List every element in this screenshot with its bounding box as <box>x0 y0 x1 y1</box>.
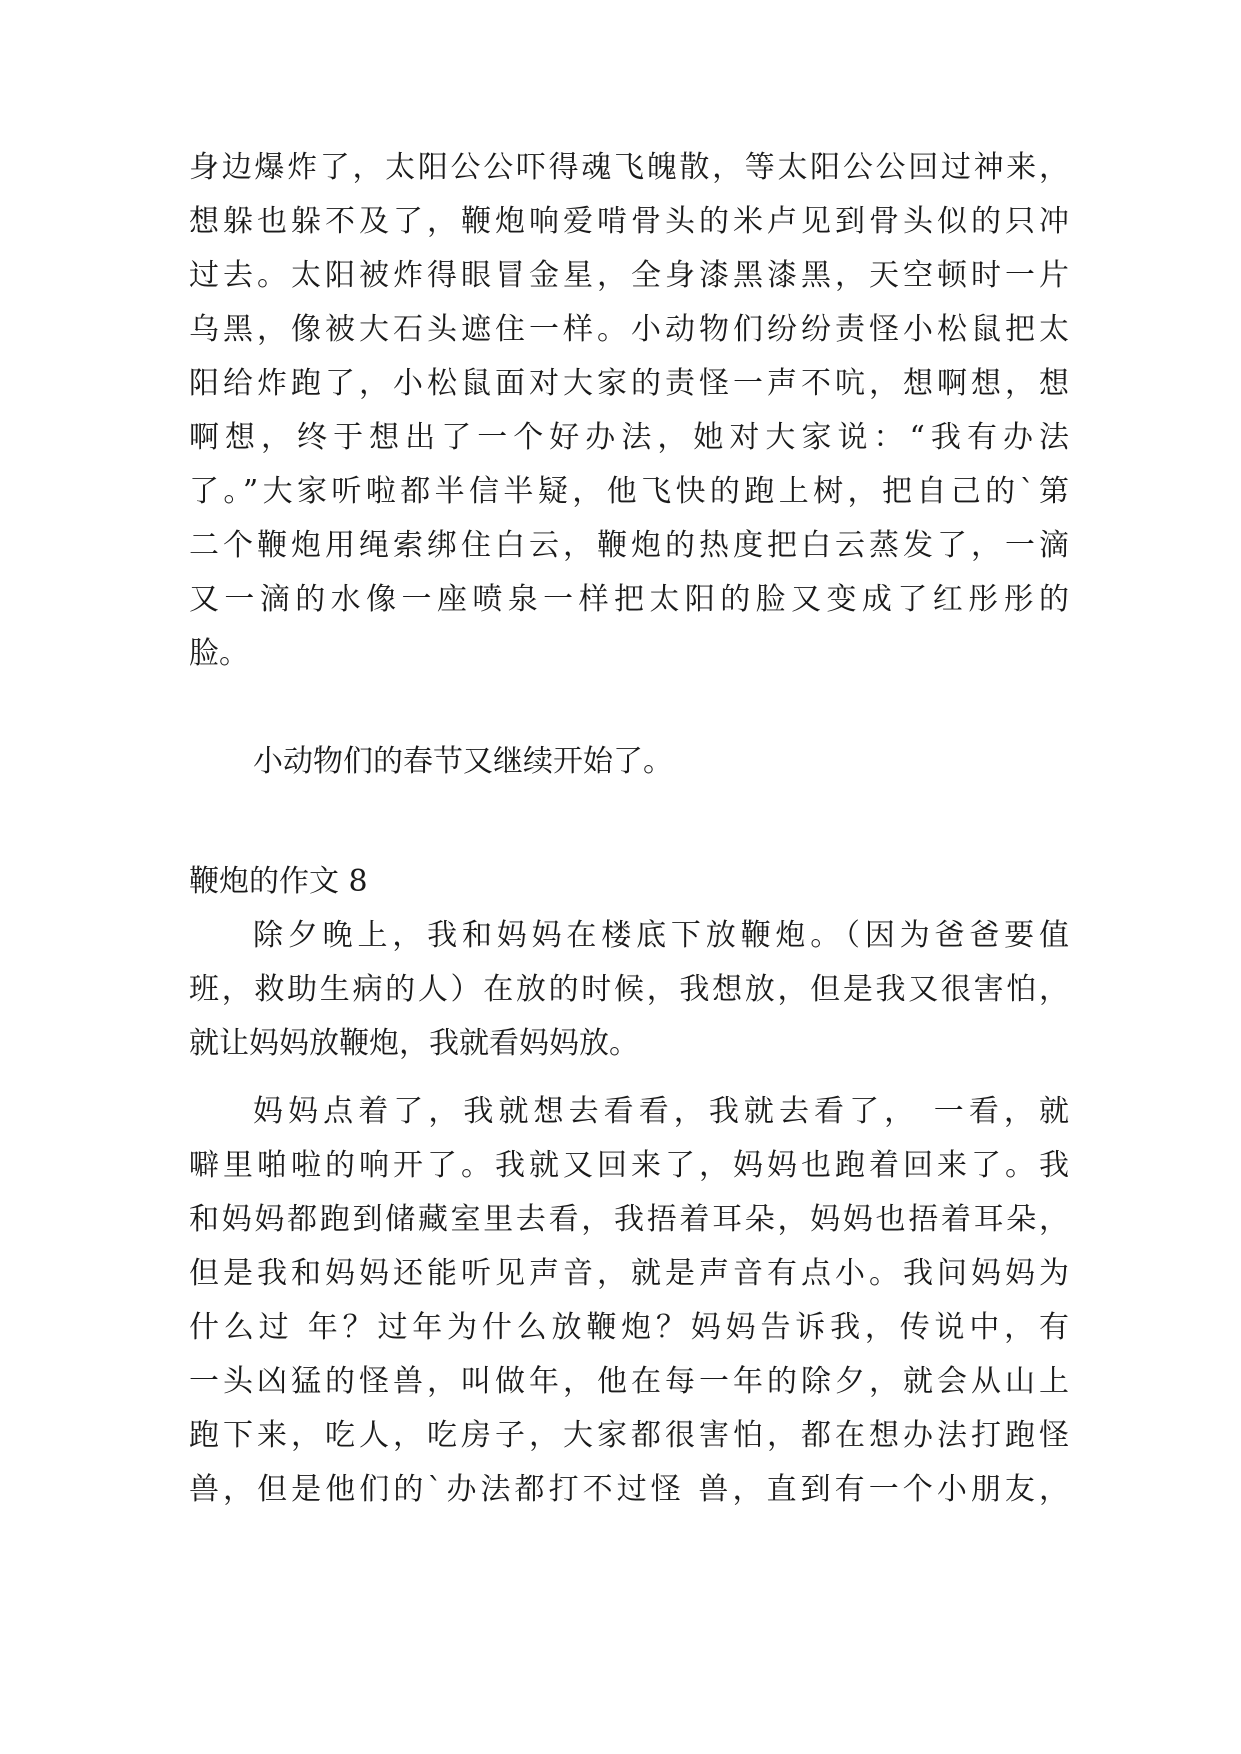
text-line: 小动物们的春节又继续开始了。 <box>253 744 673 779</box>
text-line: 兽，但是他们的`办法都打不过怪 兽，直到有一个小朋友， <box>189 1472 1069 1507</box>
text-line: 除夕晚上，我和妈妈在楼底下放鞭炮。（因为爸爸要值 <box>253 918 1069 953</box>
text-line: 一头凶猛的怪兽，叫做年，他在每一年的除夕，就会从山上 <box>189 1364 1069 1399</box>
heading-title: 鞭炮的作文 8 <box>189 864 368 899</box>
text-line: 什么过 年？过年为什么放鞭炮？妈妈告诉我，传说中，有 <box>189 1310 1069 1345</box>
text-line: 身边爆炸了，太阳公公吓得魂飞魄散，等太阳公公回过神来， <box>189 150 1069 185</box>
text-line: 就让妈妈放鞭炮，我就看妈妈放。 <box>189 1026 639 1061</box>
text-line: 想躲也躲不及了，鞭炮响爱啃骨头的米卢见到骨头似的只冲 <box>189 204 1069 239</box>
text-line: 和妈妈都跑到储藏室里去看，我捂着耳朵，妈妈也捂着耳朵， <box>189 1202 1069 1237</box>
text-line: 啊想，终于想出了一个好办法，她对大家说：“我有办法 <box>189 420 1069 455</box>
text-line: 二个鞭炮用绳索绑住白云，鞭炮的热度把白云蒸发了，一滴 <box>189 528 1069 563</box>
text-line: 阳给炸跑了，小松鼠面对大家的责怪一声不吭，想啊想，想 <box>189 366 1069 401</box>
text-line: 但是我和妈妈还能听见声音，就是声音有点小。我问妈妈为 <box>189 1256 1069 1291</box>
text-line: 过去。太阳被炸得眼冒金星，全身漆黑漆黑，天空顿时一片 <box>189 258 1069 293</box>
text-line: 班，救助生病的人）在放的时候，我想放，但是我又很害怕， <box>189 972 1069 1007</box>
text-line: 乌黑，像被大石头遮住一样。小动物们纷纷责怪小松鼠把太 <box>189 312 1069 347</box>
text-line: 妈妈点着了，我就想去看看，我就去看了， 一看，就 <box>253 1094 1069 1129</box>
text-line: 脸。 <box>189 636 249 671</box>
text-line: 了。”大家听啦都半信半疑，他飞快的跑上树，把自己的`第 <box>189 474 1069 509</box>
text-line: 噼里啪啦的响开了。我就又回来了，妈妈也跑着回来了。我 <box>189 1148 1069 1183</box>
text-line: 又一滴的水像一座喷泉一样把太阳的脸又变成了红彤彤的 <box>189 582 1069 617</box>
text-line: 跑下来，吃人，吃房子，大家都很害怕，都在想办法打跑怪 <box>189 1418 1069 1453</box>
